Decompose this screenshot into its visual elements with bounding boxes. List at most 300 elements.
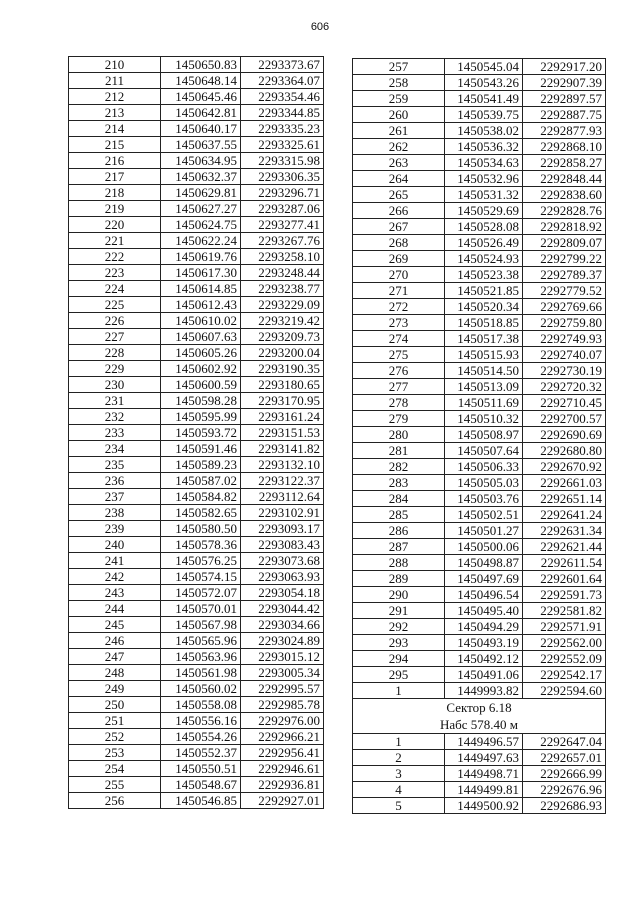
table-row: [353, 491, 606, 507]
coord-x: 1450545.04: [445, 59, 523, 75]
point-number: 242: [69, 569, 161, 585]
table-row: [69, 697, 324, 713]
point-number: 249: [69, 681, 161, 697]
coord-x: 1450520.34: [445, 299, 523, 315]
page-number: 606: [310, 21, 330, 33]
coord-x: 1450624.75: [161, 217, 241, 233]
table-row: [69, 473, 324, 489]
point-number: 295: [353, 667, 445, 683]
coord-y: 2292985.78: [241, 697, 324, 713]
point-number: 276: [353, 363, 445, 379]
coord-y: 2292670.92: [523, 459, 606, 475]
coord-y: 2292631.34: [523, 523, 606, 539]
point-number: 218: [69, 185, 161, 201]
table-row: [69, 521, 324, 537]
point-number: 287: [353, 539, 445, 555]
point-number: 266: [353, 203, 445, 219]
table-row: [69, 201, 324, 217]
coord-y: 2293073.68: [241, 553, 324, 569]
coord-x: 1450508.97: [445, 427, 523, 443]
table-row: [353, 203, 606, 219]
table-row: [69, 617, 324, 633]
point-number: 241: [69, 553, 161, 569]
table-row: [353, 523, 606, 539]
point-number: 228: [69, 345, 161, 361]
point-number: 250: [69, 697, 161, 713]
point-number: 270: [353, 267, 445, 283]
table-row: [353, 475, 606, 491]
point-number: 261: [353, 123, 445, 139]
coord-y: 2292848.44: [523, 171, 606, 187]
coord-y: 2292936.81: [241, 777, 324, 793]
coord-y: 2293083.43: [241, 537, 324, 553]
point-number: 229: [69, 361, 161, 377]
coord-y: 2292594.60: [523, 683, 606, 699]
point-number: 291: [353, 603, 445, 619]
coord-x: 1449498.71: [445, 766, 523, 782]
coord-x: 1450517.38: [445, 331, 523, 347]
coord-x: 1450619.76: [161, 249, 241, 265]
coord-x: 1450526.49: [445, 235, 523, 251]
point-number: 272: [353, 299, 445, 315]
table-row: [353, 411, 606, 427]
point-number: 230: [69, 377, 161, 393]
point-number: 289: [353, 571, 445, 587]
coord-x: 1450578.36: [161, 537, 241, 553]
coord-y: 2292946.61: [241, 761, 324, 777]
coord-y: 2292686.93: [523, 798, 606, 814]
table-row: [353, 619, 606, 635]
coord-y: 2293093.17: [241, 521, 324, 537]
sector-subtitle: Набс 578.40 м: [439, 717, 519, 732]
point-number: 227: [69, 329, 161, 345]
coord-x: 1450561.98: [161, 665, 241, 681]
point-number: 222: [69, 249, 161, 265]
table-row: [69, 185, 324, 201]
point-number: 219: [69, 201, 161, 217]
coord-y: 2293209.73: [241, 329, 324, 345]
coord-x: 1450546.85: [161, 793, 241, 809]
point-number: 282: [353, 459, 445, 475]
point-number: 216: [69, 153, 161, 169]
point-number: 235: [69, 457, 161, 473]
table-row: [69, 777, 324, 793]
sector-header-row: [353, 699, 606, 734]
point-number: 277: [353, 379, 445, 395]
table-row: [69, 57, 324, 73]
coord-y: 2292730.19: [523, 363, 606, 379]
coord-y: 2292799.22: [523, 251, 606, 267]
coord-x: 1450496.54: [445, 587, 523, 603]
point-number: 263: [353, 155, 445, 171]
coord-y: 2292661.03: [523, 475, 606, 491]
coord-x: 1450572.07: [161, 585, 241, 601]
point-number: 238: [69, 505, 161, 521]
coord-y: 2293054.18: [241, 585, 324, 601]
coord-y: 2293306.35: [241, 169, 324, 185]
coord-y: 2292676.96: [523, 782, 606, 798]
coord-y: 2293151.53: [241, 425, 324, 441]
table-row: [353, 155, 606, 171]
point-number: 1: [353, 734, 445, 750]
point-number: 260: [353, 107, 445, 123]
coord-y: 2293335.23: [241, 121, 324, 137]
table-row: [353, 571, 606, 587]
coord-x: 1450607.63: [161, 329, 241, 345]
table-row: [353, 299, 606, 315]
coord-y: 2292759.80: [523, 315, 606, 331]
coord-x: 1450491.06: [445, 667, 523, 683]
table-row: [353, 219, 606, 235]
coord-x: 1450605.26: [161, 345, 241, 361]
coord-y: 2292887.75: [523, 107, 606, 123]
coord-x: 1450506.33: [445, 459, 523, 475]
table-row: [353, 443, 606, 459]
coord-y: 2293229.09: [241, 297, 324, 313]
point-number: 290: [353, 587, 445, 603]
coord-x: 1450531.32: [445, 187, 523, 203]
table-row: [69, 681, 324, 697]
table-row: [353, 539, 606, 555]
coord-y: 2292542.17: [523, 667, 606, 683]
table-row: [353, 507, 606, 523]
coord-y: 2292818.92: [523, 219, 606, 235]
point-number: 259: [353, 91, 445, 107]
table-row: [69, 665, 324, 681]
coord-x: 1450505.03: [445, 475, 523, 491]
table-row: [69, 441, 324, 457]
point-number: 5: [353, 798, 445, 814]
coord-y: 2292789.37: [523, 267, 606, 283]
point-number: 233: [69, 425, 161, 441]
coord-x: 1450584.82: [161, 489, 241, 505]
coord-x: 1450538.02: [445, 123, 523, 139]
coord-x: 1450500.06: [445, 539, 523, 555]
coord-y: 2293315.98: [241, 153, 324, 169]
coord-y: 2293063.93: [241, 569, 324, 585]
coord-y: 2292769.66: [523, 299, 606, 315]
table-row: [353, 782, 606, 798]
coord-y: 2293219.42: [241, 313, 324, 329]
coord-y: 2292690.69: [523, 427, 606, 443]
coord-x: 1450550.51: [161, 761, 241, 777]
point-number: 4: [353, 782, 445, 798]
table-row: [69, 393, 324, 409]
coord-x: 1450587.02: [161, 473, 241, 489]
coord-x: 1450521.85: [445, 283, 523, 299]
coord-x: 1450648.14: [161, 73, 241, 89]
coord-y: 2292571.91: [523, 619, 606, 635]
point-number: 262: [353, 139, 445, 155]
coord-x: 1450539.75: [445, 107, 523, 123]
coord-y: 2292917.20: [523, 59, 606, 75]
table-row: [353, 251, 606, 267]
sector-title: Сектор 6.18: [446, 700, 512, 715]
coord-y: 2293200.04: [241, 345, 324, 361]
coord-x: 1450511.69: [445, 395, 523, 411]
coord-x: 1450640.17: [161, 121, 241, 137]
coord-x: 1450591.46: [161, 441, 241, 457]
table-row: [353, 555, 606, 571]
point-number: 212: [69, 89, 161, 105]
point-number: 267: [353, 219, 445, 235]
coord-y: 2292927.01: [241, 793, 324, 809]
coord-y: 2293354.46: [241, 89, 324, 105]
point-number: 275: [353, 347, 445, 363]
coord-x: 1450589.23: [161, 457, 241, 473]
coord-y: 2292749.93: [523, 331, 606, 347]
coord-y: 2292976.00: [241, 713, 324, 729]
coord-x: 1450493.19: [445, 635, 523, 651]
coord-y: 2292581.82: [523, 603, 606, 619]
point-number: 236: [69, 473, 161, 489]
coord-x: 1450518.85: [445, 315, 523, 331]
table-row: [69, 489, 324, 505]
coord-y: 2292700.57: [523, 411, 606, 427]
coord-y: 2292897.57: [523, 91, 606, 107]
table-row: [353, 59, 606, 75]
table-row: [353, 363, 606, 379]
point-number: 293: [353, 635, 445, 651]
point-number: 247: [69, 649, 161, 665]
point-number: 269: [353, 251, 445, 267]
table-row: [353, 235, 606, 251]
coord-y: 2293044.42: [241, 601, 324, 617]
coord-y: 2292868.10: [523, 139, 606, 155]
table-row: [353, 379, 606, 395]
coord-x: 1450610.02: [161, 313, 241, 329]
coord-x: 1450645.46: [161, 89, 241, 105]
point-number: 256: [69, 793, 161, 809]
coord-x: 1450497.69: [445, 571, 523, 587]
coord-x: 1450495.40: [445, 603, 523, 619]
point-number: 292: [353, 619, 445, 635]
coord-y: 2293102.91: [241, 505, 324, 521]
table-row: [69, 153, 324, 169]
table-row: [69, 121, 324, 137]
coord-x: 1450600.59: [161, 377, 241, 393]
point-number: 265: [353, 187, 445, 203]
point-number: 226: [69, 313, 161, 329]
coord-x: 1450523.38: [445, 267, 523, 283]
coord-x: 1450515.93: [445, 347, 523, 363]
coord-x: 1450492.12: [445, 651, 523, 667]
point-number: 268: [353, 235, 445, 251]
coord-x: 1450560.02: [161, 681, 241, 697]
point-number: 251: [69, 713, 161, 729]
sector-header: [353, 699, 606, 734]
coord-x: 1450595.99: [161, 409, 241, 425]
table-row: [69, 505, 324, 521]
coord-y: 2292666.99: [523, 766, 606, 782]
table-row: [69, 89, 324, 105]
table-row: [69, 105, 324, 121]
table-row: [353, 347, 606, 363]
table-row: [353, 587, 606, 603]
table-row: [353, 139, 606, 155]
point-number: 239: [69, 521, 161, 537]
table-row: [69, 537, 324, 553]
coord-x: 1450574.15: [161, 569, 241, 585]
coord-y: 2292651.14: [523, 491, 606, 507]
point-number: 283: [353, 475, 445, 491]
table-row: [69, 345, 324, 361]
coord-x: 1450502.51: [445, 507, 523, 523]
table-row: [353, 107, 606, 123]
coord-x: 1450570.01: [161, 601, 241, 617]
table-row: [353, 766, 606, 782]
coord-y: 2293180.65: [241, 377, 324, 393]
table-row: [353, 750, 606, 766]
coord-x: 1450524.93: [445, 251, 523, 267]
table-row: [353, 267, 606, 283]
table-row: [69, 713, 324, 729]
coord-x: 1450622.24: [161, 233, 241, 249]
coord-x: 1449500.92: [445, 798, 523, 814]
point-number: 224: [69, 281, 161, 297]
table-row: [353, 635, 606, 651]
coord-y: 2293277.41: [241, 217, 324, 233]
point-number: 215: [69, 137, 161, 153]
point-number: 288: [353, 555, 445, 571]
coord-y: 2293141.82: [241, 441, 324, 457]
point-number: 246: [69, 633, 161, 649]
coord-x: 1450541.49: [445, 91, 523, 107]
coord-y: 2292562.00: [523, 635, 606, 651]
table-row: [69, 649, 324, 665]
table-row: [69, 553, 324, 569]
coord-y: 2292641.24: [523, 507, 606, 523]
coord-y: 2293364.07: [241, 73, 324, 89]
coord-y: 2293170.95: [241, 393, 324, 409]
table-row: [69, 729, 324, 745]
point-number: 240: [69, 537, 161, 553]
coord-x: 1449496.57: [445, 734, 523, 750]
coord-y: 2293296.71: [241, 185, 324, 201]
table-row: [69, 265, 324, 281]
coord-x: 1450627.27: [161, 201, 241, 217]
coord-x: 1450642.81: [161, 105, 241, 121]
coord-y: 2292710.45: [523, 395, 606, 411]
table-row: [353, 667, 606, 683]
table-row: [69, 425, 324, 441]
coord-x: 1450614.85: [161, 281, 241, 297]
coord-x: 1450548.67: [161, 777, 241, 793]
point-number: 280: [353, 427, 445, 443]
table-row: [353, 395, 606, 411]
coordinates-table-right: [352, 58, 606, 814]
point-number: 210: [69, 57, 161, 73]
coord-x: 1450650.83: [161, 57, 241, 73]
table-row: [69, 569, 324, 585]
coord-x: 1450637.55: [161, 137, 241, 153]
coord-x: 1450565.96: [161, 633, 241, 649]
coord-x: 1450580.50: [161, 521, 241, 537]
coord-x: 1450507.64: [445, 443, 523, 459]
coord-x: 1449993.82: [445, 683, 523, 699]
coord-x: 1450532.96: [445, 171, 523, 187]
point-number: 279: [353, 411, 445, 427]
coord-y: 2293190.35: [241, 361, 324, 377]
point-number: 273: [353, 315, 445, 331]
coord-x: 1450634.95: [161, 153, 241, 169]
table-row: [353, 798, 606, 814]
coord-x: 1450536.32: [445, 139, 523, 155]
coord-x: 1450612.43: [161, 297, 241, 313]
coord-x: 1450498.87: [445, 555, 523, 571]
table-row: [69, 745, 324, 761]
point-number: 285: [353, 507, 445, 523]
coord-x: 1450617.30: [161, 265, 241, 281]
coord-x: 1450632.37: [161, 169, 241, 185]
table-row: [353, 459, 606, 475]
table-row: [69, 169, 324, 185]
table-row: [353, 683, 606, 699]
point-number: 254: [69, 761, 161, 777]
point-number: 213: [69, 105, 161, 121]
point-number: 221: [69, 233, 161, 249]
table-row: [69, 409, 324, 425]
table-row: [353, 171, 606, 187]
coord-x: 1450593.72: [161, 425, 241, 441]
coord-y: 2292720.32: [523, 379, 606, 395]
coord-x: 1450582.65: [161, 505, 241, 521]
coord-y: 2292838.60: [523, 187, 606, 203]
point-number: 294: [353, 651, 445, 667]
coord-x: 1449497.63: [445, 750, 523, 766]
coord-y: 2293005.34: [241, 665, 324, 681]
point-number: 2: [353, 750, 445, 766]
coord-x: 1450563.96: [161, 649, 241, 665]
point-number: 258: [353, 75, 445, 91]
point-number: 257: [353, 59, 445, 75]
table-row: [69, 313, 324, 329]
point-number: 274: [353, 331, 445, 347]
point-number: 271: [353, 283, 445, 299]
coord-y: 2293287.06: [241, 201, 324, 217]
coord-y: 2293248.44: [241, 265, 324, 281]
coord-x: 1450558.08: [161, 697, 241, 713]
table-row: [69, 761, 324, 777]
point-number: 252: [69, 729, 161, 745]
point-number: 231: [69, 393, 161, 409]
coord-y: 2292740.07: [523, 347, 606, 363]
point-number: 264: [353, 171, 445, 187]
coord-x: 1450534.63: [445, 155, 523, 171]
table-row: [69, 297, 324, 313]
coord-x: 1450556.16: [161, 713, 241, 729]
table-row: [353, 651, 606, 667]
point-number: 286: [353, 523, 445, 539]
point-number: 1: [353, 683, 445, 699]
coord-y: 2292779.52: [523, 283, 606, 299]
coord-y: 2292647.04: [523, 734, 606, 750]
coord-y: 2292858.27: [523, 155, 606, 171]
coord-x: 1450629.81: [161, 185, 241, 201]
point-number: 234: [69, 441, 161, 457]
table-row: [69, 457, 324, 473]
point-number: 217: [69, 169, 161, 185]
coord-y: 2292591.73: [523, 587, 606, 603]
table-row: [353, 283, 606, 299]
point-number: 255: [69, 777, 161, 793]
point-number: 225: [69, 297, 161, 313]
table-row: [69, 249, 324, 265]
coord-x: 1450598.28: [161, 393, 241, 409]
table-row: [353, 603, 606, 619]
coord-x: 1450513.09: [445, 379, 523, 395]
table-row: [353, 427, 606, 443]
